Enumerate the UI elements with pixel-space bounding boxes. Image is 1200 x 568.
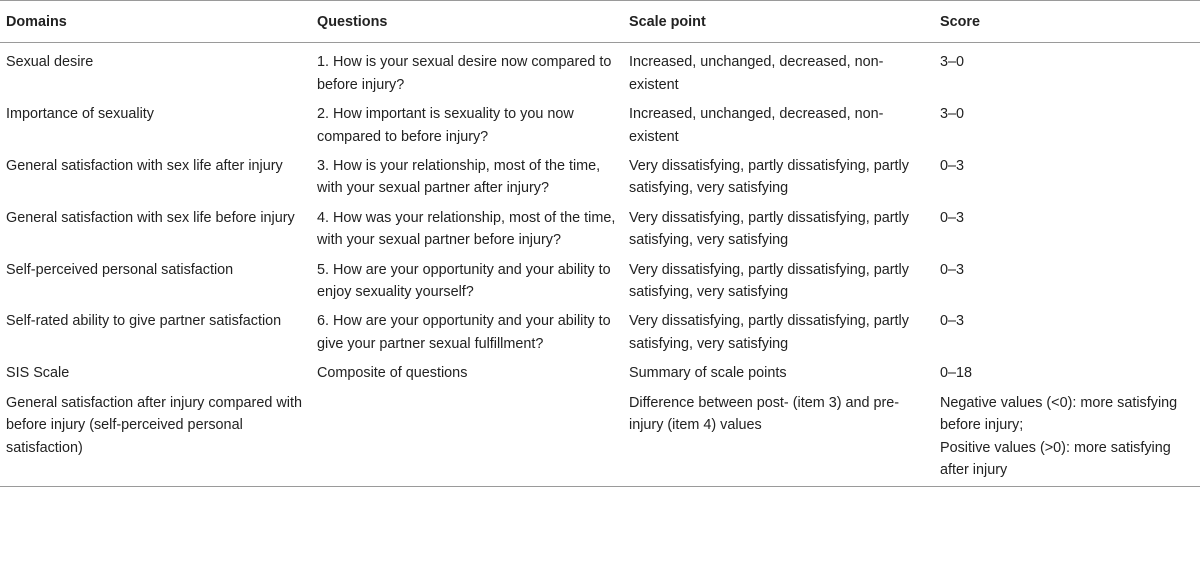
score-cell	[934, 203, 1200, 255]
domain-cell: Self-perceived personal satisfaction	[6, 261, 234, 278]
score-cell	[934, 151, 1200, 203]
header-domains: Domains	[0, 1, 311, 43]
score-value: Negative values (<0): more satisfying before injury;	[940, 394, 1178, 434]
header-score: Score	[934, 1, 1200, 43]
question-cell: 6. How are your opportunity and your ability to give your partner sexual fulfillment?	[317, 313, 611, 352]
score-cell	[934, 388, 1200, 487]
score-value: Positive values (>0): more satisfying after injury	[940, 439, 1171, 478]
score-value: 0–3	[940, 261, 965, 278]
domain-cell: SIS Scale	[6, 365, 70, 382]
table-row	[0, 99, 1200, 151]
table-row	[0, 306, 1200, 358]
scale-point-cell: Difference between post- (item 3) and pre-injury (item 4) values	[623, 388, 934, 487]
score-cell	[934, 99, 1200, 151]
domain-cell: General satisfaction with sex life after injury	[6, 158, 283, 175]
table-body	[0, 43, 1200, 487]
score-cell	[934, 43, 1200, 99]
score-value: 0–3	[940, 209, 965, 226]
header-scale-point: Scale point	[623, 1, 934, 43]
scale-point-cell: Very dissatisfying, partly dissatisfying, partly satisfying, very satisfying	[629, 313, 909, 352]
domain-cell: General satisfaction with sex life before injury	[6, 209, 295, 226]
scale-point-cell: Summary of scale points	[629, 365, 787, 382]
question-cell: Composite of questions	[317, 365, 468, 382]
scale-point-cell: Very dissatisfying, partly dissatisfying, partly satisfying, very satisfying	[629, 209, 909, 249]
scale-point-cell: Increased, unchanged, decreased, non-existent	[629, 106, 884, 145]
score-value: 0–3	[940, 158, 965, 175]
table-row	[0, 203, 1200, 255]
domain-cell: Importance of sexuality	[6, 106, 154, 123]
scale-point-cell: Very dissatisfying, partly dissatisfying, partly satisfying, very satisfying	[629, 261, 909, 301]
scale-point-cell: Increased, unchanged, decreased, non-existent	[629, 54, 884, 93]
score-value: 3–0	[940, 106, 965, 123]
score-cell	[934, 255, 1200, 307]
domain-cell: General satisfaction after injury compared with before injury (self-perceived personal satisfaction)	[0, 388, 311, 487]
header-row	[0, 1, 1200, 43]
header-questions: Questions	[311, 1, 623, 43]
table-header	[0, 1, 1200, 43]
score-value: 0–18	[940, 365, 973, 382]
score-value: 0–3	[940, 313, 965, 330]
domain-cell: Sexual desire	[6, 54, 94, 71]
score-value: 3–0	[940, 54, 965, 71]
score-cell	[934, 306, 1200, 358]
table-row	[0, 388, 1200, 487]
table-row	[0, 358, 1200, 387]
score-cell	[934, 358, 1200, 387]
question-cell	[311, 388, 623, 487]
question-cell: 5. How are your opportunity and your ability to enjoy sexuality yourself?	[317, 261, 611, 301]
table-row	[0, 43, 1200, 99]
question-cell: 1. How is your sexual desire now compared to before injury?	[317, 54, 612, 93]
domain-cell: Self-rated ability to give partner satisfaction	[6, 313, 282, 330]
table-row	[0, 151, 1200, 203]
scale-point-cell: Very dissatisfying, partly dissatisfying, partly satisfying, very satisfying	[629, 158, 909, 197]
question-cell: 2. How important is sexuality to you now compared to before injury?	[317, 106, 574, 145]
question-cell: 3. How is your relationship, most of the time, with your sexual partner after injury?	[317, 158, 601, 197]
question-cell: 4. How was your relationship, most of the time, with your sexual partner before injury?	[317, 209, 616, 249]
table-row	[0, 255, 1200, 307]
